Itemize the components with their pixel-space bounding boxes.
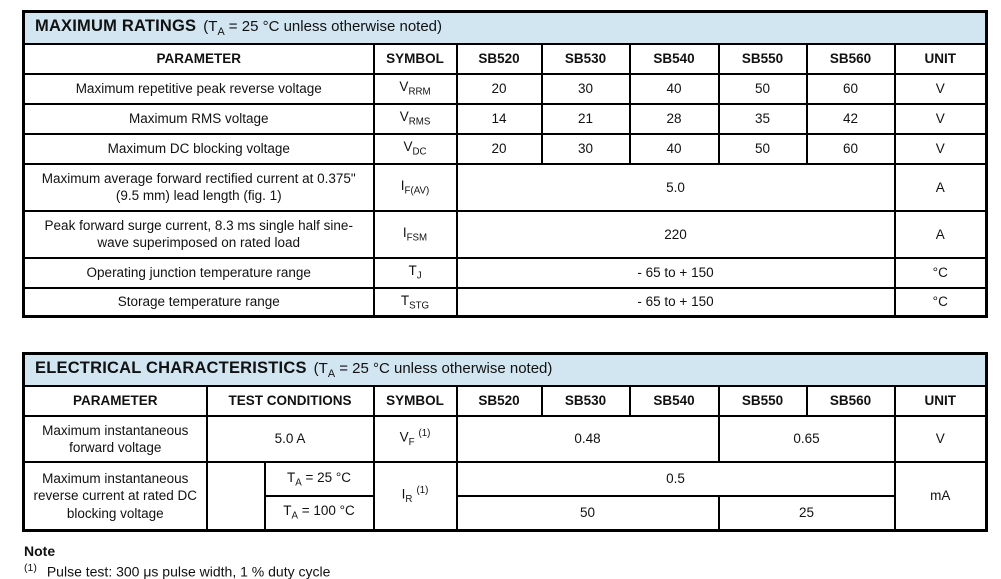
symbol-cell: $I_R^{(1)}$: [374, 462, 457, 530]
electrical-condition: ($T_A = 25$ °C unless otherwise noted): [313, 360, 553, 381]
max-ratings-condition: ($T_A = 25$ °C unless otherwise noted): [203, 18, 443, 38]
note-block: [22, 543, 985, 579]
value-cell: 40: [630, 74, 719, 104]
col-header-sb530: SB530: [542, 44, 630, 74]
value-cell-100c-sb520-sb540: 50: [457, 496, 719, 530]
col-header-sb550: SB550: [719, 44, 807, 74]
parameter-cell: Operating junction temperature range: [24, 258, 374, 288]
table-row: [24, 104, 987, 134]
value-cell-25c-all: 0.5: [457, 462, 895, 496]
unit-cell: A: [895, 164, 987, 211]
col-header-unit: UNIT: [895, 386, 987, 416]
merged-value-cell: 5.0: [457, 164, 895, 211]
value-cell-sb520-sb540: 0.48: [457, 416, 719, 462]
col-header-parameter: PARAMETER: [24, 386, 207, 416]
parameter-cell: Maximum instantaneous forward voltage: [24, 416, 207, 462]
test-condition-cell-100c: $T_A = 100$ °C: [265, 496, 374, 530]
symbol-cell: $I_{F(AV)}$: [374, 164, 457, 211]
parameter-cell: Maximum DC blocking voltage: [24, 134, 374, 164]
unit-cell: V: [895, 104, 987, 134]
electrical-title-band: [24, 354, 987, 386]
unit-cell: °C: [895, 258, 987, 288]
maximum-ratings-table: [22, 10, 988, 318]
max-ratings-header-row: [24, 44, 987, 74]
electrical-characteristics-table: [22, 352, 988, 531]
value-cell: 40: [630, 134, 719, 164]
value-cell: 14: [457, 104, 542, 134]
table-row: [24, 288, 987, 317]
value-cell: 50: [719, 134, 807, 164]
value-cell: 28: [630, 104, 719, 134]
unit-cell: °C: [895, 288, 987, 317]
col-header-test-conditions: TEST CONDITIONS: [207, 386, 374, 416]
unit-cell: V: [895, 74, 987, 104]
table-row: [24, 134, 987, 164]
symbol-cell: $V_{RRM}$: [374, 74, 457, 104]
symbol-cell: $I_{FSM}$: [374, 211, 457, 258]
col-header-symbol: SYMBOL: [374, 386, 457, 416]
electrical-title-cell: [24, 354, 987, 386]
value-cell-100c-sb550-sb560: 25: [719, 496, 895, 530]
table-row: [24, 211, 987, 258]
test-condition-cell: 5.0 A: [207, 416, 374, 462]
parameter-cell: Maximum average forward rectified current at 0.375" (9.5 mm) lead length (fig. 1): [24, 164, 374, 211]
col-header-unit: UNIT: [895, 44, 987, 74]
col-header-sb560: SB560: [807, 386, 895, 416]
table-row: [24, 258, 987, 288]
col-header-sb520: SB520: [457, 44, 542, 74]
value-cell: 20: [457, 74, 542, 104]
symbol-cell: $V_F^{(1)}$: [374, 416, 457, 462]
value-cell: 30: [542, 134, 630, 164]
electrical-title: ELECTRICAL CHARACTERISTICS: [35, 359, 307, 378]
parameter-cell: Storage temperature range: [24, 288, 374, 317]
unit-cell: A: [895, 211, 987, 258]
value-cell: 42: [807, 104, 895, 134]
table-row: [24, 74, 987, 104]
note-line: [24, 562, 985, 579]
value-cell-sb550-sb560: 0.65: [719, 416, 895, 462]
table-gap: [22, 318, 985, 352]
col-header-symbol: SYMBOL: [374, 44, 457, 74]
max-ratings-title: MAXIMUM RATINGS: [35, 17, 197, 35]
value-cell: 60: [807, 134, 895, 164]
col-header-sb550: SB550: [719, 386, 807, 416]
merged-value-cell: 220: [457, 211, 895, 258]
max-ratings-title-band: [24, 12, 987, 44]
value-cell: 50: [719, 74, 807, 104]
col-header-sb540: SB540: [630, 44, 719, 74]
unit-cell: V: [895, 134, 987, 164]
value-cell: 60: [807, 74, 895, 104]
col-header-parameter: PARAMETER: [24, 44, 374, 74]
value-cell: 21: [542, 104, 630, 134]
electrical-header-row: [24, 386, 987, 416]
symbol-cell: $T_{STG}$: [374, 288, 457, 317]
col-header-sb560: SB560: [807, 44, 895, 74]
merged-value-cell: - 65 to + 150: [457, 288, 895, 317]
symbol-cell: $V_{RMS}$: [374, 104, 457, 134]
value-cell: 20: [457, 134, 542, 164]
parameter-cell: Maximum instantaneous reverse current at rated DC blocking voltage: [24, 462, 207, 530]
note-title: Note: [24, 542, 56, 559]
value-cell: 30: [542, 74, 630, 104]
col-header-sb530: SB530: [542, 386, 630, 416]
table-row: [24, 164, 987, 211]
note-marker: (1): [24, 561, 37, 574]
unit-cell: V: [895, 416, 987, 462]
parameter-cell: Maximum RMS voltage: [24, 104, 374, 134]
table-row-ir-25c: [24, 462, 987, 496]
parameter-cell: Maximum repetitive peak reverse voltage: [24, 74, 374, 104]
test-condition-spacer-cell: [207, 462, 265, 530]
max-ratings-title-cell: [24, 12, 987, 44]
test-condition-cell-25c: $T_A = 25$ °C: [265, 462, 374, 496]
col-header-sb540: SB540: [630, 386, 719, 416]
note-text: Pulse test: 300 μs pulse width, 1 % duty cycle: [46, 563, 331, 579]
parameter-cell: Peak forward surge current, 8.3 ms single half sine-wave superimposed on rated load: [24, 211, 374, 258]
symbol-cell: $V_{DC}$: [374, 134, 457, 164]
col-header-sb520: SB520: [457, 386, 542, 416]
unit-cell: mA: [895, 462, 987, 530]
merged-value-cell: - 65 to + 150: [457, 258, 895, 288]
table-row-vf: [24, 416, 987, 462]
symbol-cell: $T_J$: [374, 258, 457, 288]
value-cell: 35: [719, 104, 807, 134]
